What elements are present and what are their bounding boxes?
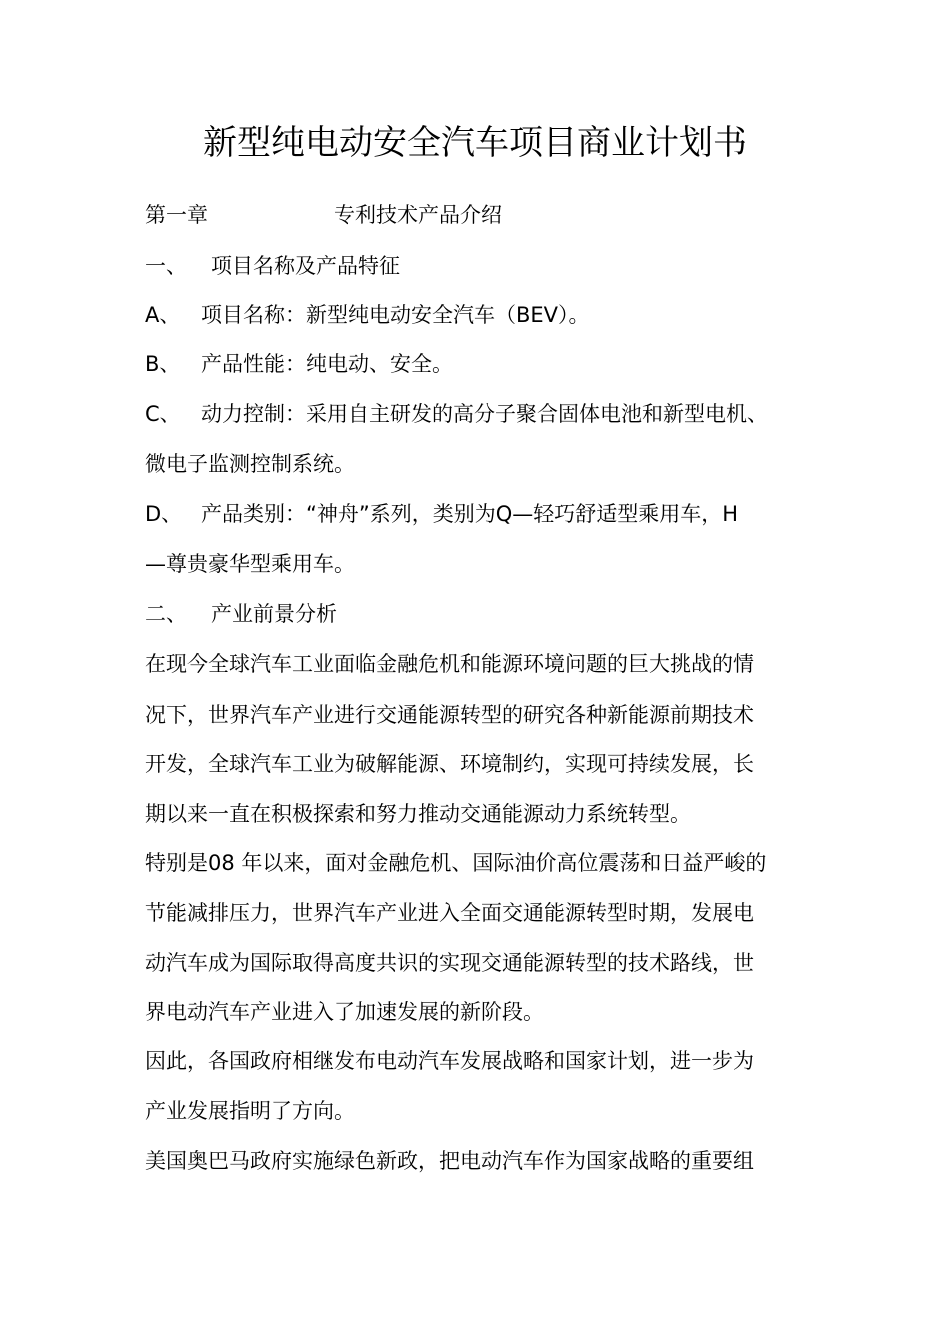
chapter-label: 第一章 bbox=[145, 203, 208, 227]
paragraph-line: 特别是08 年以来，面对金融危机、国际油价高位震荡和日益严峻的 bbox=[145, 851, 767, 875]
list-item-label: D、 bbox=[145, 502, 183, 526]
section-heading-2 bbox=[145, 599, 337, 629]
list-item-text: 产品性能：纯电动、安全。 bbox=[201, 352, 453, 376]
list-item-text: 项目名称：新型纯电动安全汽车（BEV）。 bbox=[201, 303, 590, 327]
list-item-c bbox=[145, 399, 768, 429]
chapter-heading bbox=[145, 200, 502, 230]
section-heading-1 bbox=[145, 251, 400, 281]
section-title: 项目名称及产品特征 bbox=[211, 254, 400, 278]
list-item-c-continuation: 微电子监测控制系统。 bbox=[145, 452, 355, 476]
list-item-a bbox=[145, 300, 590, 330]
list-item-text: 动力控制：采用自主研发的高分子聚合固体电池和新型电机、 bbox=[201, 402, 768, 426]
list-item-d bbox=[145, 499, 738, 529]
list-item-label: A、 bbox=[145, 303, 181, 327]
document-title: 新型纯电动安全汽车项目商业计划书 bbox=[203, 123, 747, 163]
section-label: 一、 bbox=[145, 254, 187, 278]
list-item-b bbox=[145, 349, 453, 379]
list-item-text: 产品类别：“神舟”系列，类别为Q—轻巧舒适型乘用车，H bbox=[201, 502, 739, 526]
section-title: 产业前景分析 bbox=[211, 602, 337, 626]
chapter-title: 专利技术产品介绍 bbox=[334, 203, 502, 227]
paragraph-line: 况下，世界汽车产业进行交通能源转型的研究各种新能源前期技术 bbox=[145, 703, 754, 727]
paragraph-line: 产业发展指明了方向。 bbox=[145, 1099, 355, 1123]
paragraph-line: 节能减排压力，世界汽车产业进入全面交通能源转型时期，发展电 bbox=[145, 901, 754, 925]
paragraph-line: 界电动汽车产业进入了加速发展的新阶段。 bbox=[145, 1000, 544, 1024]
list-item-label: C、 bbox=[145, 402, 181, 426]
list-item-label: B、 bbox=[145, 352, 181, 376]
paragraph-line: 在现今全球汽车工业面临金融危机和能源环境问题的巨大挑战的情 bbox=[145, 652, 754, 676]
list-item-d-continuation: —尊贵豪华型乘用车。 bbox=[145, 552, 355, 576]
paragraph-line: 开发，全球汽车工业为破解能源、环境制约，实现可持续发展，长 bbox=[145, 752, 754, 776]
paragraph-line: 期以来一直在积极探索和努力推动交通能源动力系统转型。 bbox=[145, 802, 691, 826]
paragraph-line: 动汽车成为国际取得高度共识的实现交通能源转型的技术路线，世 bbox=[145, 951, 754, 975]
paragraph-line: 因此，各国政府相继发布电动汽车发展战略和国家计划，进一步为 bbox=[145, 1049, 754, 1073]
section-label: 二、 bbox=[145, 602, 187, 626]
paragraph-line: 美国奥巴马政府实施绿色新政，把电动汽车作为国家战略的重要组 bbox=[145, 1149, 754, 1173]
